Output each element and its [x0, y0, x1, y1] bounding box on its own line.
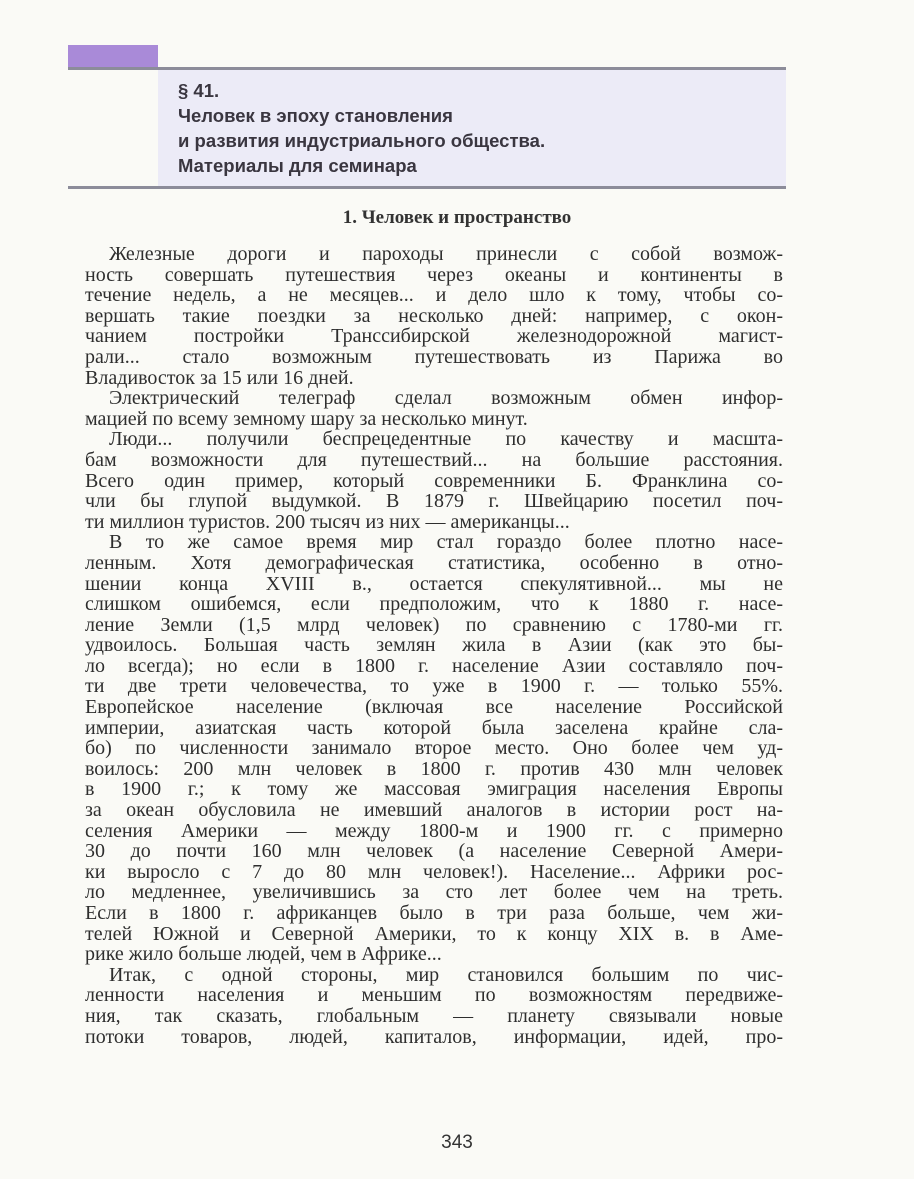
text-line: рали... стало возможным путешествовать из Парижа во: [85, 345, 783, 368]
paragraph: [85, 244, 783, 388]
text-line: В то же самое время мир стал гораздо более плотно насе-: [109, 531, 783, 554]
text-line: бо) по численности занимало второе место. Оно более чем уд-: [85, 737, 783, 760]
text-line: бам возможности для путешествий... на большие расстояния.: [85, 448, 783, 471]
text-line: Люди... получили беспрецедентные по качеству и масшта-: [109, 428, 783, 451]
text-line: Владивосток за 15 или 16 дней.: [85, 366, 354, 389]
section-title-line: Материалы для семинара: [178, 155, 417, 176]
text-line: чли бы глупой выдумкой. В 1879 г. Швейцарию посетил поч-: [85, 490, 783, 513]
text-line: Итак, с одной стороны, мир становился большим по чис-: [109, 963, 783, 986]
text-line: ленности населения и меньшим по возможностям передвиже-: [85, 984, 783, 1007]
text-line: селения Америки — между 1800-м и 1900 гг. с примерно: [85, 819, 783, 842]
text-line: ность совершать путешествия через океаны и континенты в: [85, 263, 783, 286]
paragraph: [85, 965, 783, 1047]
text-line: воилось: 200 млн человек в 1800 г. против 430 млн человек: [85, 757, 783, 780]
paragraph: [85, 532, 783, 964]
text-line: вершать такие поездки за несколько дней: например, с окон-: [85, 304, 783, 327]
header-top-rule: [68, 67, 786, 70]
page-number: 343: [441, 1132, 473, 1153]
text-line: Железные дороги и пароходы принесли с собой возмож-: [109, 243, 783, 265]
text-line: ло медленнее, увеличившись за сто лет более чем на треть.: [85, 881, 783, 904]
text-line: за океан обусловила не имевший аналогов в истории рост на-: [85, 799, 783, 822]
text-line: ки выросло с 7 до 80 млн человек!). Население... Африки рос-: [85, 860, 783, 883]
text-line: чанием постройки Транссибирской железнодорожной магист-: [85, 325, 783, 348]
text-line: течение недель, а не месяцев... и дело шло к тому, чтобы со-: [85, 284, 783, 307]
text-line: потоки товаров, людей, капиталов, информации, идей, про-: [85, 1025, 783, 1048]
text-line: ти миллион туристов. 200 тысяч из них — американцы...: [85, 510, 570, 533]
text-line: ло всегда); но если в 1800 г. население Азии составляло поч-: [85, 654, 783, 677]
section-tab-marker: [68, 45, 158, 69]
text-line: Если в 1800 г. африканцев было в три раза больше, чем жи-: [85, 902, 783, 924]
text-line: Европейское население (включая все население Российской: [85, 696, 783, 719]
text-line: Всего один пример, который современники Б. Франклина со-: [85, 469, 783, 492]
text-line: 30 до почти 160 млн человек (а население Северной Амери-: [85, 840, 783, 863]
text-line: ленным. Хотя демографическая статистика, особенно в отно-: [85, 551, 783, 574]
subheading: 1. Человек и пространство: [342, 207, 572, 228]
header-bottom-rule: [68, 186, 786, 189]
section-number: § 41.: [178, 80, 220, 101]
section-header: [178, 78, 545, 178]
text-line: ния, так сказать, глобальным — планету связывали новые: [85, 1004, 783, 1027]
text-line: империи, азиатская часть которой была заселена крайне сла-: [85, 716, 783, 739]
text-line: Электрический телеграф сделал возможным обмен инфор-: [109, 387, 783, 410]
text-line: телей Южной и Северной Америки, то к концу XIX в. в Аме-: [85, 922, 783, 945]
text-line: мацией по всему земному шару за несколько минут.: [85, 407, 528, 430]
text-line: в 1900 г.; к тому же массовая эмиграция населения Европы: [85, 778, 783, 801]
text-line: шении конца XVIII в., остается спекулятивной... мы не: [85, 572, 783, 595]
text-line: удвоилось. Большая часть землян жила в Азии (как это бы-: [85, 634, 783, 657]
paragraph: [85, 388, 783, 429]
section-title-line: Человек в эпоху становления: [178, 105, 453, 126]
body-text: [85, 244, 783, 1047]
text-line: ление Земли (1,5 млрд человек) по сравнению с 1780-ми гг.: [85, 613, 783, 636]
paragraph: [85, 429, 783, 532]
text-line: слишком ошибемся, если предположим, что к 1880 г. насе-: [85, 593, 783, 616]
section-title-line: и развития индустриального общества.: [178, 130, 546, 151]
text-line: рике жило больше людей, чем в Африке...: [85, 943, 442, 966]
text-line: ти две трети человечества, то уже в 1900 г. — только 55%.: [85, 675, 783, 698]
